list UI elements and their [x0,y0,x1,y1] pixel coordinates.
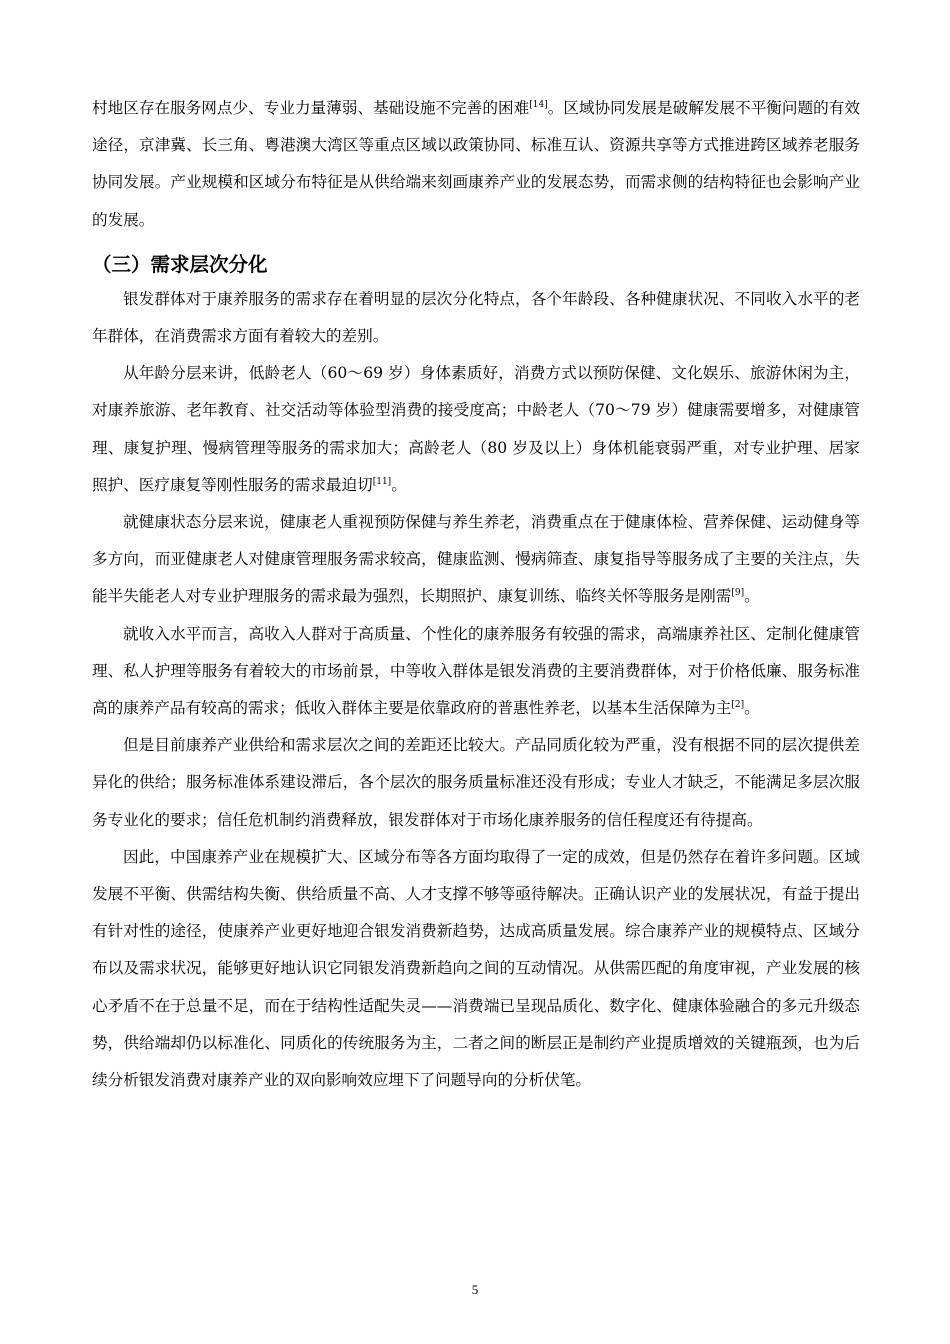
paragraph-text: 村地区存在服务网点少、专业力量薄弱、基础设施不完善的困难 [92,99,530,117]
page-number: 5 [471,1282,479,1297]
paragraph-age [92,355,860,504]
body-text [92,90,860,1099]
citation-ref: [9] [731,588,745,599]
paragraph-end: 。 [744,699,760,718]
citation-ref: [11] [372,476,392,487]
paragraph-end: 。 [391,475,407,494]
paragraph-text: 。区域协同发展是破解发展不平衡问题的有效途径，京津冀、长三角、粤港澳大湾区等重点区域以政策协同、标准互认、资源共享等方式推进跨区域养老服务协同发展。产业规模和区域分布特征是从供给端来刻画康养产业的发展态势，而需求侧的结构特征也会影响产业的发展。 [92,99,860,229]
section-heading: （三）需求层次分化 [92,252,268,276]
paragraph-text: 就健康状态分层来说，健康老人重视预防保健与养生养老，消费重点在于健康体检、营养保健、运动健身等多方向，而亚健康老人对健康管理服务需求较高，健康监测、慢病筛查、康复指导等服务成了主要的关注点，失能半失能老人对专业护理服务的需求最为强烈，长期照护、康复训练、临终关怀等服务是刚需 [92,513,860,606]
citation-ref: [2] [731,699,745,710]
paragraph-text: 从年龄分层来讲，低龄老人（60～69 岁）身体素质好，消费方式以预防保健、文化娱乐、旅游休闲为主，对康养旅游、老年教育、社交活动等体验型消费的接受度高；中龄老人（70～79 岁）健康需要增多，对健康管理、康复护理、慢病管理等服务的需求加大；高龄老人（80 岁及以上）身体机能衰弱严重，对专业护理、居家照护、医疗康复等刚性服务的需求最迫切 [92,364,860,494]
continued-paragraph [92,90,860,239]
citation-ref: [14] [529,99,548,110]
paragraph-conclusion: 因此，中国康养产业在规模扩大、区域分布等各方面均取得了一定的成效，但是仍然存在着许多问题。区域发展不平衡、供需结构失衡、供给质量不高、人才支撑不够等亟待解决。正确认识产业的发展状况，有益于提出有针对性的途径，使康养产业更好地迎合银发消费新趋势，达成高质量发展。综合康养产业的规模特点、区域分布以及需求状况，能够更好地认识它同银发消费新趋向之间的互动情况。从供需匹配的角度审视，产业发展的核心矛盾不在于总量不足，而在于结构性适配失灵——消费端已呈现品质化、数字化、健康体验融合的多元升级态势，供给端却仍以标准化、同质化的传统服务为主，二者之间的断层正是制约产业提质增效的关键瓶颈，也为后续分析银发消费对康养产业的双向影响效应埋下了问题导向的分析伏笔。 [92,847,860,1090]
paragraph-end: 。 [744,587,760,606]
paragraph-income [92,616,860,728]
paragraph-gap: 但是目前康养产业供给和需求层次之间的差距还比较大。产品同质化较为严重，没有根据不同的层次提供差异化的供给；服务标准体系建设滞后，各个层次的服务质量标准还没有形成；专业人才缺乏，不能满足多层次服务专业化的要求；信任危机制约消费释放，银发群体对于市场化康养服务的信任程度还有待提高。 [92,736,860,829]
paragraph-text: 就收入水平而言，高收入人群对于高质量、个性化的康养服务有较强的需求，高端康养社区、定制化健康管理、私人护理等服务有着较大的市场前景，中等收入群体是银发消费的主要消费群体，对于价格低廉、服务标准高的康养产品有较高的需求；低收入群体主要是依靠政府的普惠性养老，以基本生活保障为主 [92,624,860,718]
paragraph-health [92,504,860,616]
paragraph-intro: 银发群体对于康养服务的需求存在着明显的层次分化特点，各个年龄段、各种健康状况、不同收入水平的老年群体，在消费需求方面有着较大的差别。 [92,289,860,346]
